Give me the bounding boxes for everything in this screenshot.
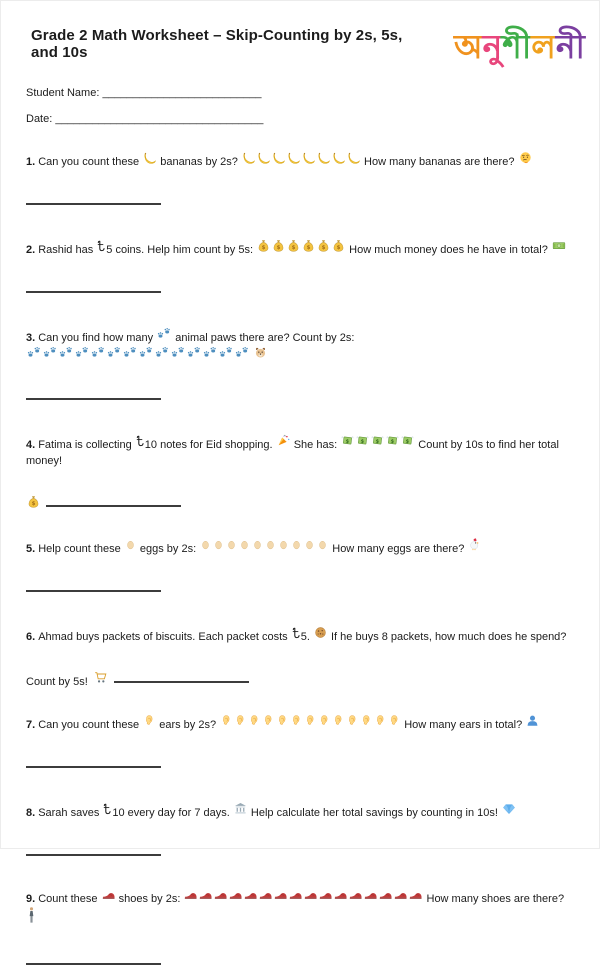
questions-list xyxy=(26,151,574,972)
question-text xyxy=(26,538,574,557)
egg-icon xyxy=(278,538,289,551)
money-bag-run xyxy=(256,244,346,256)
banknote-icon xyxy=(552,239,566,252)
question-text-segment: eggs by 2s: xyxy=(136,543,200,555)
svg-text:$: $ xyxy=(390,438,395,445)
question-number: 4. xyxy=(26,439,36,451)
taka-sign-icon xyxy=(103,803,111,815)
answer-row xyxy=(26,196,574,212)
page-title: Grade 2 Math Worksheet – Skip-Counting by 2s, 5s, and 10s xyxy=(31,27,403,61)
egg-icon xyxy=(304,538,315,551)
paw-prints-icon xyxy=(59,346,73,359)
ear-icon xyxy=(143,714,155,727)
question-2 xyxy=(26,239,574,300)
paw-prints-icon xyxy=(123,346,137,359)
flat-shoe-icon xyxy=(229,890,242,901)
svg-text:$: $ xyxy=(345,438,350,445)
egg-icon xyxy=(125,538,136,551)
flying-money-icon xyxy=(401,434,414,447)
question-number: 2. xyxy=(26,244,36,256)
egg-icon xyxy=(265,538,276,551)
question-text xyxy=(26,327,574,365)
taka-sign-icon xyxy=(97,240,105,252)
question-text-segment: Count by 10s to find her total money! xyxy=(26,439,559,467)
question-4 xyxy=(26,434,574,511)
flying-money-icon xyxy=(341,434,354,447)
answer-line xyxy=(26,203,161,205)
banana-icon xyxy=(347,151,360,164)
flat-shoe-icon xyxy=(364,890,377,901)
svg-text:$: $ xyxy=(276,245,281,252)
question-text-segment: 10 every day for 7 days. xyxy=(112,807,233,819)
paw-prints-icon xyxy=(235,346,249,359)
answer-line xyxy=(26,854,161,856)
svg-text:$: $ xyxy=(306,245,311,252)
party-popper-icon xyxy=(277,434,290,447)
flat-shoe-icon xyxy=(289,890,302,901)
paw-prints-icon xyxy=(157,327,171,340)
paw-prints-icon xyxy=(107,346,121,359)
taka-sign-icon xyxy=(136,435,144,447)
paw-prints-icon xyxy=(75,346,89,359)
bank-icon xyxy=(234,802,247,815)
svg-text:$: $ xyxy=(360,438,365,445)
student-name-blank: __________________________ xyxy=(102,87,262,99)
question-text-segment: How many shoes are there? xyxy=(423,893,565,905)
ear-icon xyxy=(262,714,274,727)
egg-icon xyxy=(317,538,328,551)
flying-money-run xyxy=(340,439,415,451)
question-number: 3. xyxy=(26,332,36,344)
question-text-segment: Help calculate her total savings by counting in 10s! xyxy=(247,807,501,819)
date-label: Date: xyxy=(26,113,53,125)
banana-icon xyxy=(242,151,255,164)
paw-prints-icon xyxy=(27,346,41,359)
ear-icon xyxy=(304,714,316,727)
answer-line xyxy=(26,291,161,293)
question-3 xyxy=(26,327,574,407)
dog-face-icon xyxy=(254,346,267,359)
gem-icon xyxy=(502,802,516,815)
question-text-segment: 5. xyxy=(300,631,313,643)
banana-icon xyxy=(143,151,156,164)
date-blank: __________________________________ xyxy=(55,113,264,125)
question-text-segment: Help count these xyxy=(38,543,124,555)
flat-shoe-icon xyxy=(319,890,332,901)
question-6 xyxy=(26,626,574,687)
flat-shoe-icon xyxy=(409,890,422,901)
answer-row xyxy=(26,759,574,775)
question-text-segment: Sarah saves xyxy=(38,807,103,819)
ear-icon xyxy=(290,714,302,727)
answer-prompt: Count by 5s! xyxy=(26,676,91,688)
thinking-face-icon xyxy=(519,151,532,164)
flat-shoe-icon xyxy=(244,890,257,901)
question-text xyxy=(26,626,574,645)
person-standing-icon xyxy=(27,907,36,924)
student-name-row xyxy=(26,85,574,101)
logo-letter: অ xyxy=(454,28,483,65)
paw-prints-icon xyxy=(91,346,105,359)
answer-line xyxy=(26,766,161,768)
ear-run xyxy=(219,719,401,731)
flying-money-icon xyxy=(371,434,384,447)
flat-shoe-icon xyxy=(102,890,115,901)
question-text xyxy=(26,239,574,258)
logo-letter: নু xyxy=(482,28,503,65)
answer-row xyxy=(26,956,574,972)
ear-icon xyxy=(388,714,400,727)
egg-icon xyxy=(252,538,263,551)
money-bag-icon xyxy=(272,239,285,252)
banana-icon xyxy=(257,151,270,164)
answer-row xyxy=(26,671,574,687)
flying-money-icon xyxy=(386,434,399,447)
flat-shoe-icon xyxy=(334,890,347,901)
answer-line xyxy=(46,505,181,507)
ear-icon xyxy=(318,714,330,727)
flat-shoe-icon xyxy=(379,890,392,901)
svg-text:$: $ xyxy=(261,245,266,252)
question-text xyxy=(26,714,574,733)
money-bag-icon xyxy=(287,239,300,252)
question-number: 7. xyxy=(26,719,36,731)
question-text-segment: How many bananas are there? xyxy=(360,156,518,168)
ear-icon xyxy=(360,714,372,727)
egg-run xyxy=(199,543,329,555)
flat-shoe-icon xyxy=(259,890,272,901)
money-bag-icon xyxy=(302,239,315,252)
banana-icon xyxy=(287,151,300,164)
question-text-segment: 5 coins. Help him count by 5s: xyxy=(106,244,257,256)
paw-prints-run xyxy=(26,351,250,363)
logo-letter: শী xyxy=(502,28,532,65)
svg-text:$: $ xyxy=(405,438,410,445)
rooster-icon xyxy=(468,538,481,551)
flat-shoe-icon xyxy=(214,890,227,901)
banana-icon xyxy=(317,151,330,164)
money-bag-icon xyxy=(27,495,40,508)
question-number: 9. xyxy=(26,893,36,905)
answer-row xyxy=(26,847,574,863)
flat-shoe-icon xyxy=(184,890,197,901)
question-text-segment: Fatima is collecting xyxy=(38,439,135,451)
question-text-segment: If he buys 8 packets, how much does he spend? xyxy=(327,631,567,643)
money-bag-icon xyxy=(257,239,270,252)
answer-row xyxy=(26,391,574,407)
egg-icon xyxy=(200,538,211,551)
paw-prints-icon xyxy=(203,346,217,359)
banana-run xyxy=(241,156,361,168)
question-number: 1. xyxy=(26,156,36,168)
egg-icon xyxy=(213,538,224,551)
question-text-segment: shoes by 2s: xyxy=(115,893,184,905)
question-text-segment: Can you count these xyxy=(38,719,143,731)
question-text-segment: She has: xyxy=(290,439,341,451)
ear-icon xyxy=(248,714,260,727)
question-9 xyxy=(26,890,574,972)
question-8 xyxy=(26,802,574,863)
flat-shoe-icon xyxy=(394,890,407,901)
svg-text:$: $ xyxy=(31,501,36,508)
money-bag-icon xyxy=(317,239,330,252)
svg-text:$: $ xyxy=(321,245,326,252)
paw-prints-icon xyxy=(187,346,201,359)
question-text xyxy=(26,151,574,170)
money-bag-icon xyxy=(332,239,345,252)
paw-prints-icon xyxy=(219,346,233,359)
answer-line xyxy=(26,963,161,965)
banana-icon xyxy=(272,151,285,164)
answer-row xyxy=(26,495,574,511)
question-text-segment: Count these xyxy=(38,893,101,905)
question-number: 6. xyxy=(26,631,36,643)
question-text-segment: How many ears in total? xyxy=(401,719,526,731)
svg-text:$: $ xyxy=(291,245,296,252)
question-text-segment: 10 notes for Eid shopping. xyxy=(144,439,276,451)
banana-icon xyxy=(302,151,315,164)
question-text-segment: How many eggs are there? xyxy=(329,543,468,555)
answer-row xyxy=(26,284,574,300)
brand-logo xyxy=(454,27,585,67)
question-text-segment: animal paws there are? Count by 2s: xyxy=(172,332,355,344)
flat-shoe-icon xyxy=(304,890,317,901)
flat-shoe-run xyxy=(183,893,423,905)
question-number: 5. xyxy=(26,543,36,555)
answer-row xyxy=(26,583,574,599)
ear-icon xyxy=(374,714,386,727)
shopping-cart-icon xyxy=(94,671,108,684)
logo-letter: নী xyxy=(555,28,585,65)
question-text-segment: Can you find how many xyxy=(38,332,157,344)
ear-icon xyxy=(346,714,358,727)
answer-line xyxy=(26,398,161,400)
svg-text:$: $ xyxy=(336,245,341,252)
flat-shoe-icon xyxy=(199,890,212,901)
question-text-segment: ears by 2s? xyxy=(156,719,220,731)
flying-money-icon xyxy=(356,434,369,447)
date-row xyxy=(26,111,574,127)
question-5 xyxy=(26,538,574,599)
paw-prints-icon xyxy=(43,346,57,359)
paw-prints-icon xyxy=(155,346,169,359)
logo-letter: ল xyxy=(531,28,556,65)
question-text-segment: Can you count these xyxy=(38,156,143,168)
taka-sign-icon xyxy=(292,627,300,639)
svg-text:$: $ xyxy=(375,438,380,445)
question-text-segment: Rashid has xyxy=(38,244,97,256)
cookie-icon xyxy=(314,626,327,639)
question-text xyxy=(26,434,574,469)
ear-icon xyxy=(220,714,232,727)
question-text-segment: Ahmad buys packets of biscuits. Each packet costs xyxy=(38,631,291,643)
question-number: 8. xyxy=(26,807,36,819)
egg-icon xyxy=(291,538,302,551)
ear-icon xyxy=(234,714,246,727)
student-name-label: Student Name: xyxy=(26,87,100,99)
question-text xyxy=(26,802,574,821)
answer-line xyxy=(26,590,161,592)
question-text-segment: bananas by 2s? xyxy=(157,156,241,168)
egg-icon xyxy=(239,538,250,551)
paw-prints-icon xyxy=(139,346,153,359)
flat-shoe-icon xyxy=(349,890,362,901)
question-text-segment xyxy=(250,351,253,363)
ear-icon xyxy=(276,714,288,727)
question-text xyxy=(26,890,574,930)
answer-line xyxy=(114,681,249,683)
paw-prints-icon xyxy=(171,346,185,359)
question-1 xyxy=(26,151,574,212)
banana-icon xyxy=(332,151,345,164)
bust-silhouette-icon xyxy=(526,714,539,727)
flat-shoe-icon xyxy=(274,890,287,901)
question-text-segment: How much money does he have in total? xyxy=(346,244,551,256)
ear-icon xyxy=(332,714,344,727)
egg-icon xyxy=(226,538,237,551)
question-7 xyxy=(26,714,574,775)
